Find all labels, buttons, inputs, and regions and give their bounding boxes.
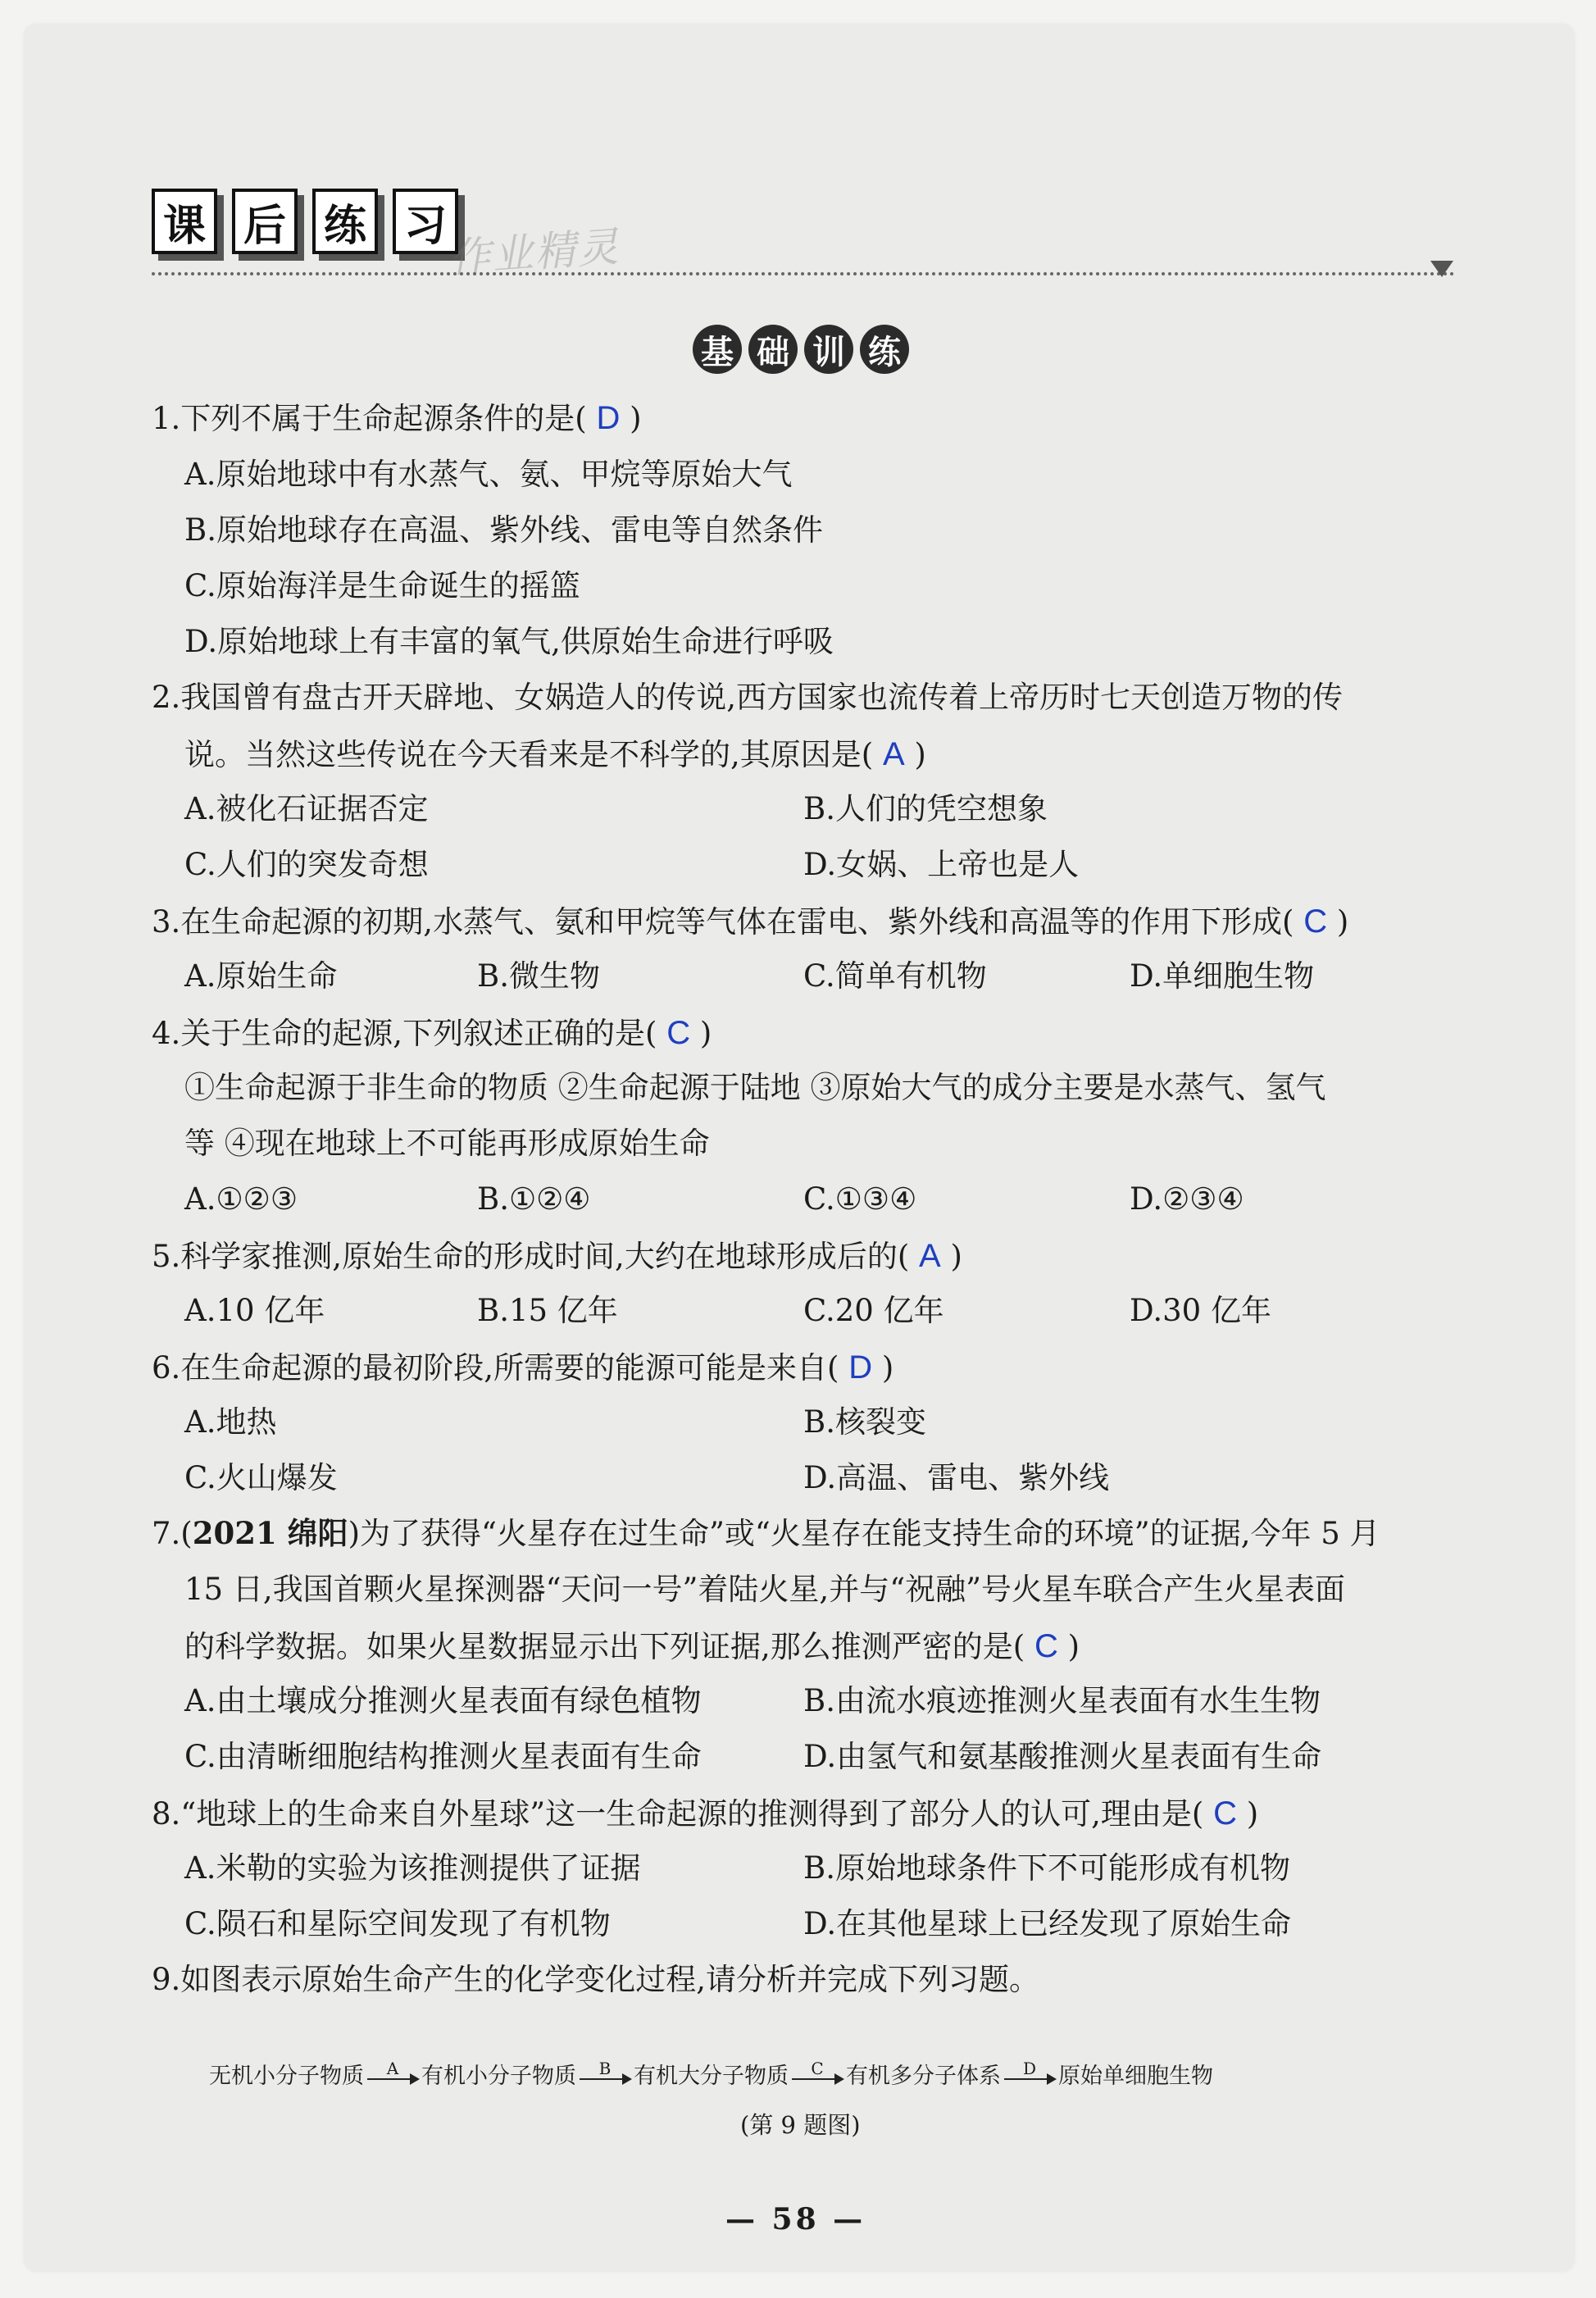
option: D.单细胞生物 — [1130, 958, 1315, 994]
option: C.陨石和星际空间发现了有机物 — [184, 1906, 611, 1941]
option: D.在其他星球上已经发现了原始生命 — [803, 1906, 1292, 1941]
option: A.10 亿年 — [184, 1293, 325, 1328]
option: A.①②③ — [184, 1181, 298, 1217]
option: D.原始地球上有丰富的氧气,供原始生命进行呼吸 — [184, 624, 834, 659]
diagram-node: 有机大分子物质 — [634, 2064, 789, 2089]
triangle-marker-icon — [1430, 261, 1453, 277]
subsection-char: 础 — [748, 325, 798, 374]
header-char: 后 — [232, 189, 298, 254]
arrow-label: C — [811, 2059, 824, 2078]
statement-line: 等 ④现在地球上不可能再形成原始生命 — [184, 1126, 710, 1161]
diagram-node: 有机多分子体系 — [846, 2064, 1001, 2089]
answer: C — [1303, 903, 1328, 940]
option: D.女娲、上帝也是人 — [803, 847, 1080, 882]
arrow-label: A — [386, 2059, 399, 2078]
header-char: 习 — [393, 189, 458, 254]
question-6-stem: 6.在生命起源的最初阶段,所需要的能源可能是来自( D ) — [152, 1349, 894, 1386]
option: C.人们的突发奇想 — [184, 847, 429, 882]
option: C.原始海洋是生命诞生的摇篮 — [184, 568, 580, 603]
option: C.①③④ — [803, 1181, 917, 1217]
option: B.微生物 — [477, 958, 600, 994]
arrow-icon — [1004, 2060, 1055, 2090]
question-7-stem-cont: 的科学数据。如果火星数据显示出下列证据,那么推测严密的是( C ) — [184, 1628, 1080, 1664]
arrow-icon — [792, 2060, 843, 2090]
subsection-char: 训 — [804, 325, 853, 374]
header-char: 课 — [152, 189, 217, 254]
question-3-stem: 3.在生命起源的初期,水蒸气、氨和甲烷等气体在雷电、紫外线和高温等的作用下形成( C ) — [152, 903, 1349, 940]
question-1-stem: 1.下列不属于生命起源条件的是( D ) — [152, 400, 642, 436]
header-char: 练 — [312, 189, 378, 254]
answer: C — [1034, 1628, 1058, 1664]
option: A.被化石证据否定 — [184, 791, 429, 826]
subsection-char: 练 — [860, 325, 909, 374]
answer: A — [919, 1238, 941, 1274]
question-9-stem: 9.如图表示原始生命产生的化学变化过程,请分析并完成下列习题。 — [152, 1962, 1040, 1997]
answer: C — [666, 1015, 691, 1051]
question-source: 2021 绵阳 — [192, 1515, 348, 1551]
header-divider — [152, 272, 1455, 275]
diagram-node: 无机小分子物质 — [209, 2064, 364, 2089]
option: B.核裂变 — [803, 1404, 926, 1440]
question-8-stem: 8.“地球上的生命来自外星球”这一生命起源的推测得到了部分人的认可,理由是( C ) — [152, 1795, 1259, 1832]
answer: C — [1213, 1795, 1237, 1832]
diagram-node: 原始单细胞生物 — [1058, 2064, 1213, 2089]
option: B.15 亿年 — [477, 1293, 618, 1328]
option: A.地热 — [184, 1404, 277, 1440]
question-2-stem: 2.我国曾有盘古开天辟地、女娲造人的传说,西方国家也流传着上帝历时七天创造万物的传 — [152, 680, 1344, 715]
process-diagram — [209, 2058, 1213, 2090]
option: D.由氢气和氨基酸推测火星表面有生命 — [803, 1739, 1322, 1774]
option: C.火山爆发 — [184, 1460, 338, 1495]
subsection-title — [693, 325, 909, 374]
section-header — [152, 189, 458, 254]
option: D.高温、雷电、紫外线 — [803, 1460, 1110, 1495]
option: B.原始地球条件下不可能形成有机物 — [803, 1850, 1290, 1886]
answer: D — [596, 400, 621, 436]
option: B.由流水痕迹推测火星表面有水生生物 — [803, 1683, 1321, 1718]
option: C.20 亿年 — [803, 1293, 944, 1328]
statement-line: ①生命起源于非生命的物质 ②生命起源于陆地 ③原始大气的成分主要是水蒸气、氢气 — [184, 1070, 1326, 1105]
option: B.人们的凭空想象 — [803, 791, 1048, 826]
question-7-stem: 7.(2021 绵阳)为了获得“火星存在过生命”或“火星存在能支持生命的环境”的证据,今年 5 月 — [152, 1515, 1380, 1551]
option: B.原始地球存在高温、紫外线、雷电等自然条件 — [184, 512, 823, 548]
subsection-char: 基 — [693, 325, 742, 374]
option: B.①②④ — [477, 1181, 591, 1217]
option: D.30 亿年 — [1130, 1293, 1271, 1328]
option: C.简单有机物 — [803, 958, 987, 994]
option: A.米勒的实验为该推测提供了证据 — [184, 1850, 641, 1886]
question-4-stem: 4.关于生命的起源,下列叙述正确的是( C ) — [152, 1015, 712, 1051]
option: A.由土壤成分推测火星表面有绿色植物 — [184, 1683, 702, 1718]
option: A.原始生命 — [184, 958, 338, 994]
question-2-stem-cont: 说。当然这些传说在今天看来是不科学的,其原因是( A ) — [184, 736, 926, 772]
arrow-icon — [367, 2060, 418, 2090]
arrow-label: B — [598, 2059, 612, 2078]
arrow-label: D — [1022, 2059, 1037, 2078]
answer: D — [848, 1349, 873, 1386]
option: A.原始地球中有水蒸气、氨、甲烷等原始大气 — [184, 457, 793, 492]
figure-caption: (第 9 题图) — [740, 2111, 861, 2139]
arrow-icon — [580, 2060, 630, 2090]
option: D.②③④ — [1130, 1181, 1244, 1217]
question-5-stem: 5.科学家推测,原始生命的形成时间,大约在地球形成后的( A ) — [152, 1238, 962, 1274]
answer: A — [882, 736, 905, 772]
question-7-stem-cont: 15 日,我国首颗火星探测器“天问一号”着陆火星,并与“祝融”号火星车联合产生火星表面 — [184, 1572, 1346, 1607]
diagram-node: 有机小分子物质 — [421, 2064, 576, 2089]
option: C.由清晰细胞结构推测火星表面有生命 — [184, 1739, 702, 1774]
watermark: 作业精灵 — [448, 222, 622, 283]
page-number: — 58 — — [725, 2202, 866, 2237]
